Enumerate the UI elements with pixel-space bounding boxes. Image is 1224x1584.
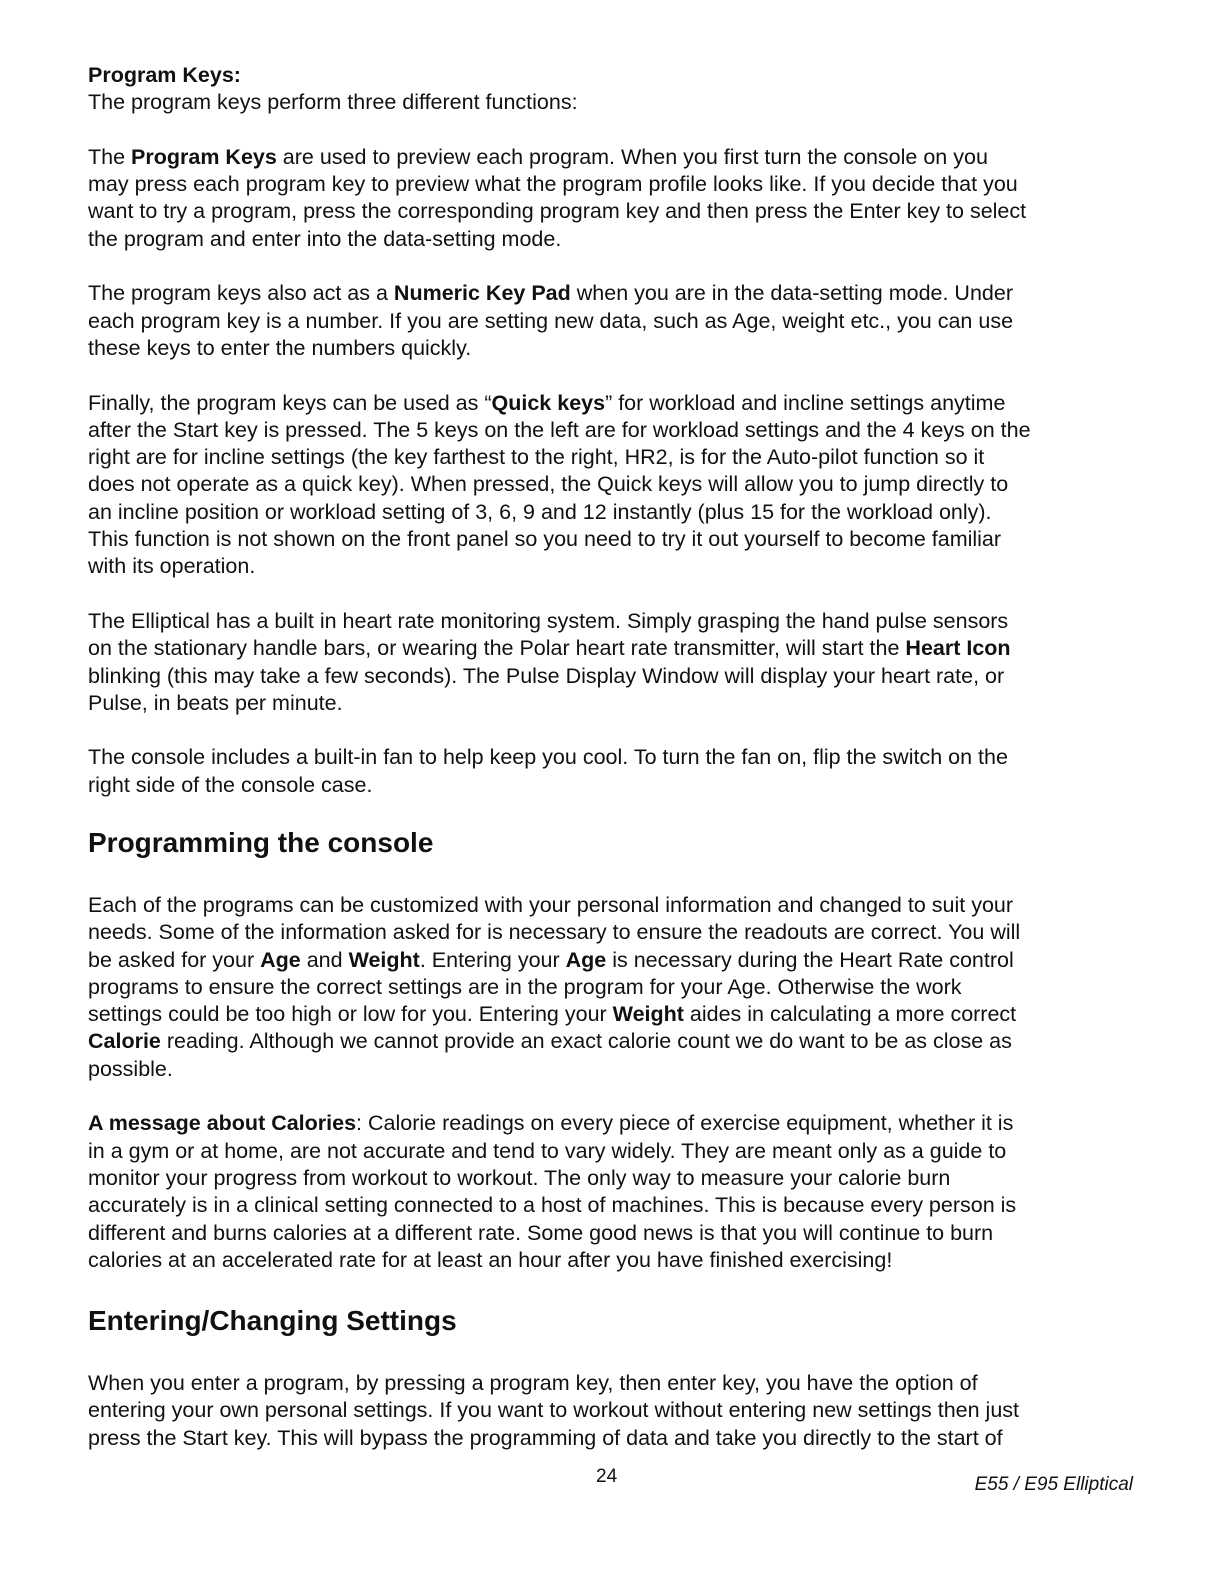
paragraph-line (88, 1028, 1020, 1055)
text-run: . Entering your (419, 947, 566, 972)
paragraph-line: may press each program key to preview what the program profile looks like. If you decide that you (88, 172, 1018, 197)
intro-line: The program keys perform three different functions: (88, 90, 578, 115)
bold-term: Quick keys (491, 390, 606, 415)
bold-term: Numeric Key Pad (393, 281, 571, 306)
text-run: is necessary during the Heart Rate control (606, 947, 1014, 972)
bold-term: Age (260, 947, 301, 972)
section-label: Program Keys: (88, 63, 241, 87)
paragraph-line: press the Start key. This will bypass the programming of data and take you directly to the start of (88, 1425, 1003, 1450)
paragraph-line (88, 144, 1031, 171)
paragraph-line: The Elliptical has a built in heart rate monitoring system. Simply grasping the hand pulse sensors (88, 608, 1009, 633)
paragraph-line: accurately is in a clinical setting connected to a host of machines. This is because every person is (88, 1193, 1017, 1218)
paragraph-line: blinking (this may take a few seconds). The Pulse Display Window will display your heart rate, or (88, 663, 1005, 688)
paragraph-line: calories at an accelerated rate for at least an hour after you have finished exercising! (88, 1247, 893, 1272)
spacer (88, 581, 1031, 608)
bold-term: Age (565, 947, 607, 972)
text-run: The (88, 144, 132, 169)
paragraph-line: want to try a program, press the corresponding program key and then press the Enter key to select (88, 199, 1027, 224)
spacer (88, 362, 1031, 389)
spacer (88, 253, 1031, 280)
spacer (88, 717, 1031, 744)
text-run: are used to preview each program. When you first turn the console on you (276, 144, 988, 169)
paragraph-line: after the Start key is pressed. The 5 keys on the left are for workload settings and the 4 keys on the (88, 417, 1031, 442)
paragraph-line: right side of the console case. (88, 772, 373, 797)
paragraph-line: When you enter a program, by pressing a program key, then enter key, you have the option of (88, 1371, 978, 1395)
text-run: aides in calculating a more correct (683, 1002, 1017, 1027)
text-run: Finally, the program keys can be used as “ (88, 390, 492, 415)
paragraph-line: the program and enter into the data-setting mode. (88, 226, 562, 251)
document-title: E55 / E95 Elliptical (974, 1474, 1133, 1495)
paragraph-line: each program key is a number. If you are setting new data, such as Age, weight etc., you can use (88, 308, 1014, 333)
section-heading: Programming the console (88, 827, 434, 858)
text-run: The program keys also act as a (88, 281, 394, 306)
spacer (88, 117, 1031, 144)
page-number: 24 (596, 1466, 618, 1487)
paragraph-line: does not operate as a quick key). When pressed, the Quick keys will allow you to jump directly to (88, 472, 1009, 497)
text-run: ” for workload and incline settings anytime (605, 390, 1006, 415)
text-run: when you are in the data-setting mode. Under (570, 281, 1013, 306)
text-run: and (300, 947, 349, 972)
bold-term: Heart Icon (905, 636, 1011, 661)
text-run: on the stationary handle bars, or wearing the Polar heart rate transmitter, will start the (88, 636, 906, 661)
paragraph-line: entering your own personal settings. If you want to workout without entering new settings then just (88, 1398, 1019, 1423)
text-run: : Calorie readings on every piece of exercise equipment, whether it is (356, 1111, 1014, 1136)
text-run: be asked for your (88, 947, 261, 972)
paragraph-line: Pulse, in beats per minute. (88, 690, 343, 715)
spacer (88, 1083, 1020, 1110)
section-heading: Entering/Changing Settings (88, 1305, 457, 1336)
paragraph-line (88, 947, 1020, 974)
paragraph-line: in a gym or at home, are not accurate and tend to vary widely. They are meant only as a guide to (88, 1138, 1007, 1163)
paragraph-line: programs to ensure the correct settings are in the program for your Age. Otherwise the work (88, 974, 962, 999)
paragraph-line: Each of the programs can be customized with your personal information and changed to suit your (88, 893, 1014, 917)
paragraph-line: with its operation. (88, 554, 256, 579)
text-run: reading. Although we cannot provide an exact calorie count we do want to be as close as (160, 1029, 1012, 1054)
bold-term: A message about Calories (88, 1111, 357, 1136)
bold-term: Calorie (88, 1029, 161, 1054)
paragraph-line: The console includes a built-in fan to help keep you cool. To turn the fan on, flip the switch on the (88, 745, 1008, 770)
paragraph-line (88, 390, 1031, 417)
paragraph-line (88, 635, 1031, 662)
program-keys-section (88, 62, 1031, 799)
paragraph-line (88, 280, 1031, 307)
entering-section-body (88, 1370, 1019, 1452)
bold-term: Weight (612, 1002, 684, 1027)
paragraph-line: different and burns calories at a different rate. Some good news is that you will continue to burn (88, 1220, 994, 1245)
paragraph-line: This function is not shown on the front panel so you need to try it out yourself to become familiar (88, 527, 1002, 552)
paragraph-line: these keys to enter the numbers quickly. (88, 335, 472, 360)
paragraph-line: possible. (88, 1056, 173, 1081)
bold-term: Program Keys (131, 144, 277, 169)
paragraph-line: right are for incline settings (the key farthest to the right, HR2, is for the Auto-pilot function so it (88, 445, 985, 470)
bold-term: Weight (348, 947, 420, 972)
paragraph-line: needs. Some of the information asked for is necessary to ensure the readouts are correct. You will (88, 920, 1021, 945)
paragraph-line (88, 1110, 1020, 1137)
text-run: settings could be too high or low for you. Entering your (88, 1002, 613, 1027)
paragraph-line: an incline position or workload setting of 3, 6, 9 and 12 instantly (plus 15 for the workload only). (88, 499, 992, 524)
paragraph-line (88, 1001, 1020, 1028)
paragraph-line: monitor your progress from workout to workout. The only way to measure your calorie burn (88, 1165, 951, 1190)
programming-section-body (88, 892, 1020, 1274)
